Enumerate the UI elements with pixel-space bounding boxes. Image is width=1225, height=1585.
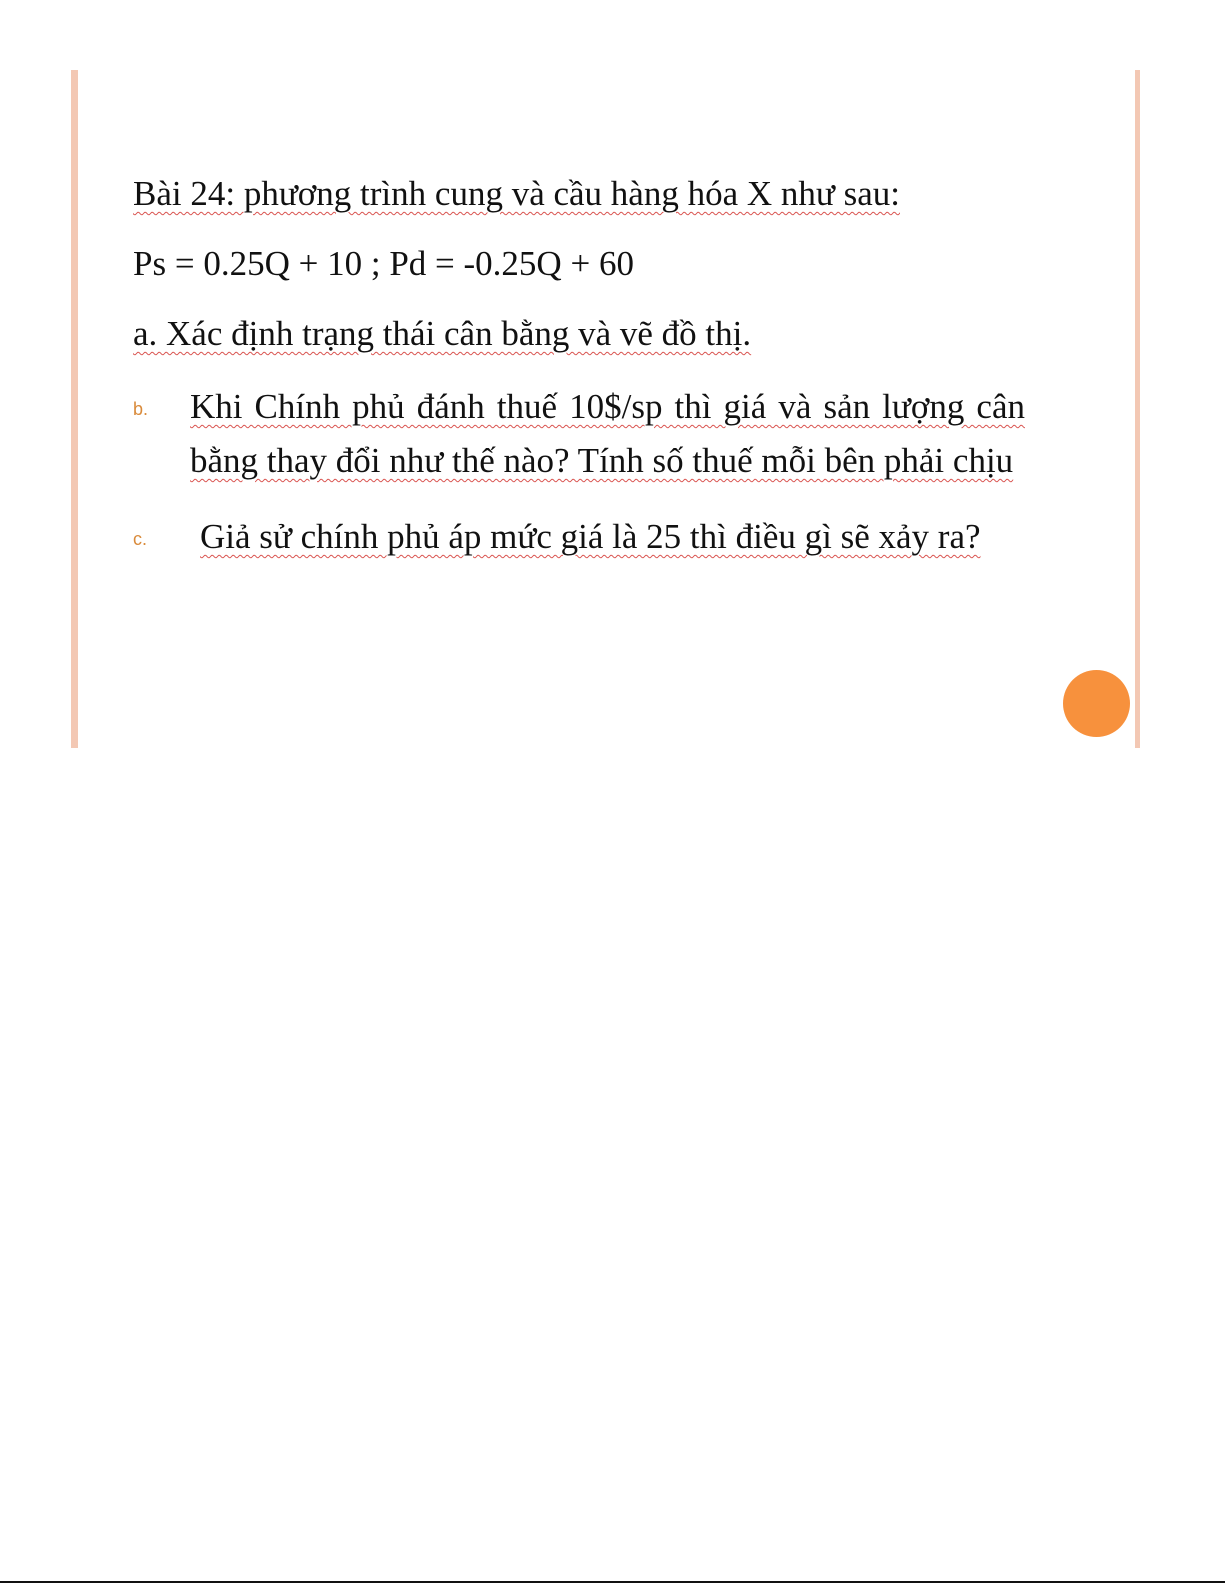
equations: Ps = 0.25Q + 10 ; Pd = -0.25Q + 60: [133, 244, 634, 283]
page-bottom-rule: [0, 1581, 1225, 1583]
question-c: [133, 510, 1025, 564]
orange-circle-icon: [1063, 670, 1130, 737]
question-b-text: Khi Chính phủ đánh thuế 10$/sp thì giá và sản lượng cân bằng thay đổi như thế nào? Tính số thuế mỗi bên phải chịu: [190, 387, 1025, 480]
slide-content: [133, 170, 1025, 586]
question-c-text: Giả sử chính phủ áp mức giá là 25 thì điều gì sẽ xảy ra?: [200, 517, 981, 556]
slide-right-border: [1135, 70, 1140, 748]
question-a: a. Xác định trạng thái cân bằng và vẽ đồ thị.: [133, 314, 752, 353]
exercise-title: Bài 24: phương trình cung và cầu hàng hóa X như sau:: [133, 174, 900, 213]
question-b: [133, 380, 1025, 488]
list-marker-b: b.: [133, 399, 149, 419]
list-marker-c: c.: [133, 529, 148, 549]
slide-left-border: [71, 70, 78, 748]
